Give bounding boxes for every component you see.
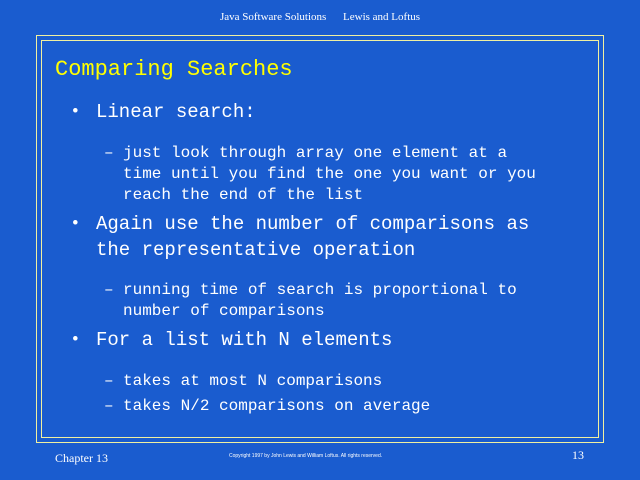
bullet-text (96, 211, 529, 263)
bullet-dot: • (72, 329, 79, 350)
header (0, 11, 640, 23)
sub-line: time until you find the one you want or you (123, 165, 536, 183)
bullet-line: For a list with N elements (96, 329, 393, 351)
footer-chapter: Chapter 13 (55, 451, 108, 465)
sub-text (123, 143, 536, 206)
bullet-line: Linear search: (96, 101, 256, 123)
sub-text (123, 396, 430, 417)
sub-line: takes N/2 comparisons on average (123, 397, 431, 415)
sub-dash: – (104, 397, 114, 415)
bullet-text (96, 99, 256, 125)
book-title: Java Software Solutions (219, 11, 327, 23)
sub-line: just look through array one element at a (123, 144, 508, 162)
slide-title: Comparing Searches (55, 57, 293, 82)
sub-dash: – (104, 372, 114, 390)
bullet-line: Again use the number of comparisons as (96, 213, 530, 235)
bullet-dot: • (72, 213, 79, 234)
book-authors: Lewis and Loftus (343, 11, 421, 23)
bullet-line: the representative operation (96, 239, 416, 261)
sub-dash: – (104, 144, 114, 162)
sub-line: number of comparisons (123, 302, 325, 320)
sub-line: takes at most N comparisons (123, 372, 383, 390)
footer-page-number: 13 (572, 448, 584, 462)
sub-text (123, 371, 382, 392)
sub-text (123, 280, 517, 322)
footer-copyright: Copyright 1997 by John Lewis and William Loftus. All rights reserved. (229, 453, 383, 459)
sub-dash: – (104, 281, 114, 299)
sub-line: reach the end of the list (123, 186, 364, 204)
sub-line: running time of search is proportional to (123, 281, 517, 299)
bullet-dot: • (72, 101, 79, 122)
bullet-text (96, 327, 392, 353)
